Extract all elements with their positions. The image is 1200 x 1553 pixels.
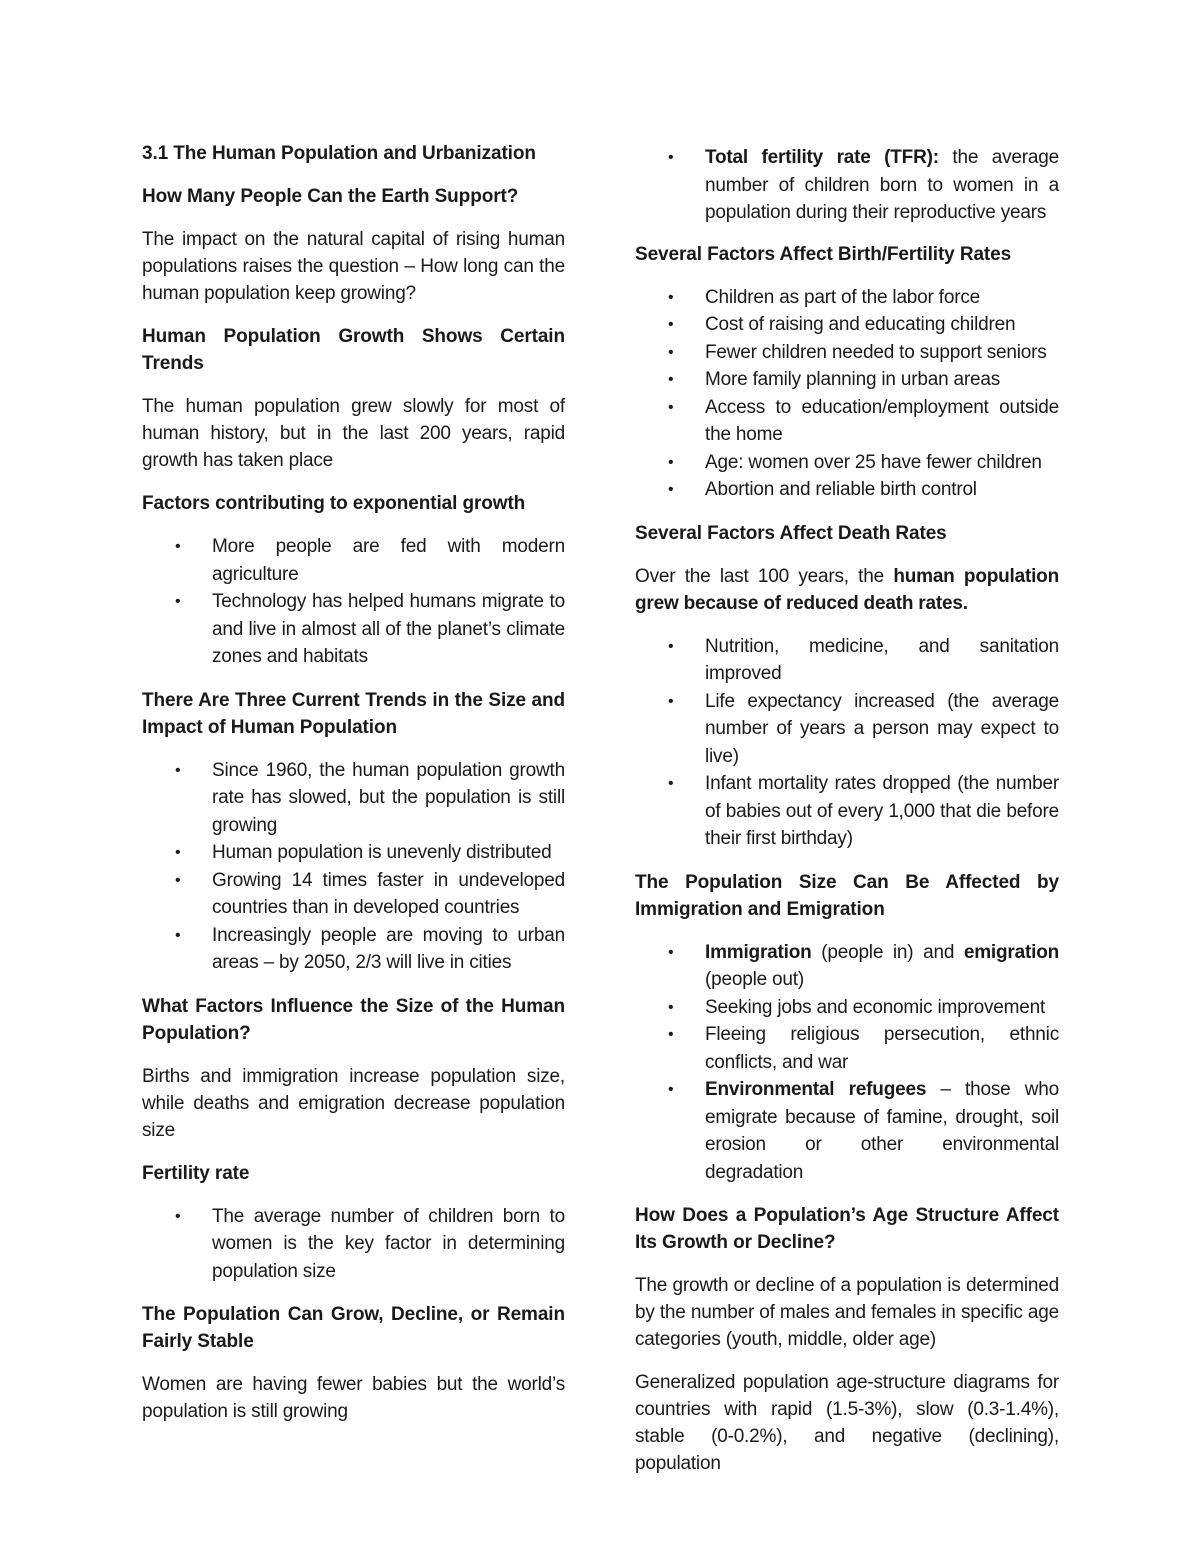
list-death-rates (635, 633, 1059, 853)
bullet-icon: • (668, 453, 674, 471)
list-item: • The average number of children born to women is the key factor in determining population size (142, 1203, 565, 1286)
list-item: • Since 1960, the human population growth rate has slowed, but the population is still growing (142, 757, 565, 840)
list-item: • Technology has helped humans migrate to and live in almost all of the planet’s climate zones and habitats (142, 588, 565, 671)
heading-fertility-rate: Fertility rate (142, 1162, 250, 1184)
bullet-icon: • (668, 1026, 674, 1043)
heading-growth-trends: Human Population Growth Shows Certain Trends (142, 326, 565, 374)
bullet-icon: • (668, 316, 674, 333)
paragraph-age-structure: The growth or decline of a population is determined by the number of males and females in specific age categories (youth, middle, older age) (635, 1275, 1059, 1350)
list-item: • Cost of raising and educating children (635, 311, 1059, 339)
list-item: • Fleeing religious persecution, ethnic conflicts, and war (635, 1021, 1059, 1076)
list-item: • Human population is unevenly distributed (142, 839, 565, 867)
paragraph-death-rates: Over the last 100 years, the human population grew because of reduced death rates. (635, 565, 1059, 614)
list-tfr (635, 144, 1059, 227)
list-item: • Immigration (people in) and emigration (people out) (635, 939, 1059, 994)
bullet-icon: • (668, 943, 674, 961)
list-three-trends (142, 757, 565, 977)
bullet-icon: • (668, 149, 674, 166)
bullet-icon: • (668, 998, 674, 1016)
paragraph-age-diagrams: Generalized population age-structure diagrams for countries with rapid (1.5-3%), slow (0.3-1.4%), stable (0-0.2%), and negative (declining), population (635, 1372, 1059, 1474)
list-item: • Increasingly people are moving to urban areas – by 2050, 2/3 will live in cities (142, 922, 565, 977)
list-item: • Access to education/employment outside the home (635, 394, 1059, 449)
bullet-icon: • (175, 1207, 181, 1225)
heading-size-factors: What Factors Influence the Size of the Human Population? (142, 995, 565, 1044)
list-item: • Seeking jobs and economic improvement (635, 994, 1059, 1022)
bullet-icon: • (668, 288, 674, 306)
list-item: • More family planning in urban areas (635, 366, 1059, 394)
term-tfr: Total fertility rate (TFR): (705, 147, 939, 168)
list-fertility-rate (142, 1203, 565, 1286)
list-item: • More people are fed with modern agriculture (142, 533, 565, 588)
list-item: • Age: women over 25 have fewer children (635, 449, 1059, 477)
list-item: • Growing 14 times faster in undeveloped countries than in developed countries (142, 867, 565, 922)
heading-age-structure: How Does a Population’s Age Structure Affect Its Growth or Decline? (635, 1205, 1059, 1253)
left-column (142, 140, 565, 1441)
list-item: • Environmental refugees – those who emigrate because of famine, drought, soil erosion or other environmental degradation (635, 1076, 1059, 1186)
heading-three-trends: There Are Three Current Trends in the Size and Impact of Human Population (142, 689, 565, 738)
heading-migration: The Population Size Can Be Affected by Immigration and Emigration (635, 871, 1059, 920)
list-item: • Total fertility rate (TFR): the average number of children born to women in a population during their reproductive years (635, 144, 1059, 227)
heading-death-rates: Several Factors Affect Death Rates (635, 522, 947, 544)
list-item: • Children as part of the labor force (635, 284, 1059, 312)
list-item: • Infant mortality rates dropped (the number of babies out of every 1,000 that die before their first birthday) (635, 770, 1059, 853)
paragraph-grow-decline: Women are having fewer babies but the world’s population is still growing (142, 1374, 565, 1422)
bullet-icon: • (668, 371, 674, 388)
paragraph-size-factors: Births and immigration increase population size, while deaths and emigration decrease population size (142, 1065, 565, 1141)
right-column (635, 144, 1059, 1493)
list-item: • Life expectancy increased (the average number of years a person may expect to live) (635, 688, 1059, 771)
paragraph-growth-trends: The human population grew slowly for most of human history, but in the last 200 years, rapid growth has taken place (142, 396, 565, 471)
heading-birth-rates: Several Factors Affect Birth/Fertility Rates (635, 243, 1012, 265)
bullet-icon: • (668, 343, 674, 361)
bullet-icon: • (175, 761, 181, 779)
heading-exponential-growth: Factors contributing to exponential growth (142, 493, 526, 514)
list-item: • Nutrition, medicine, and sanitation improved (635, 633, 1059, 688)
bullet-icon: • (668, 692, 674, 710)
bullet-icon: • (668, 481, 674, 498)
bullet-icon: • (175, 926, 181, 944)
list-birth-rates (635, 284, 1059, 504)
heading-earth-support: How Many People Can the Earth Support? (142, 186, 519, 207)
bullet-icon: • (175, 844, 181, 861)
heading-grow-decline: The Population Can Grow, Decline, or Remain Fairly Stable (142, 1304, 565, 1352)
bullet-icon: • (668, 398, 674, 416)
bullet-icon: • (175, 593, 181, 610)
bullet-icon: • (175, 538, 181, 555)
bullet-icon: • (668, 775, 674, 792)
document-title: 3.1 The Human Population and Urbanization (142, 143, 536, 164)
bullet-icon: • (668, 637, 674, 655)
bullet-icon: • (668, 1081, 674, 1098)
bullet-icon: • (175, 871, 181, 889)
list-item: • Abortion and reliable birth control (635, 476, 1059, 504)
list-exponential-growth (142, 533, 565, 671)
paragraph-earth-support: The impact on the natural capital of rising human populations raises the question – How long can the human population keep growing? (142, 229, 565, 304)
list-migration (635, 939, 1059, 1187)
list-item: • Fewer children needed to support seniors (635, 339, 1059, 367)
